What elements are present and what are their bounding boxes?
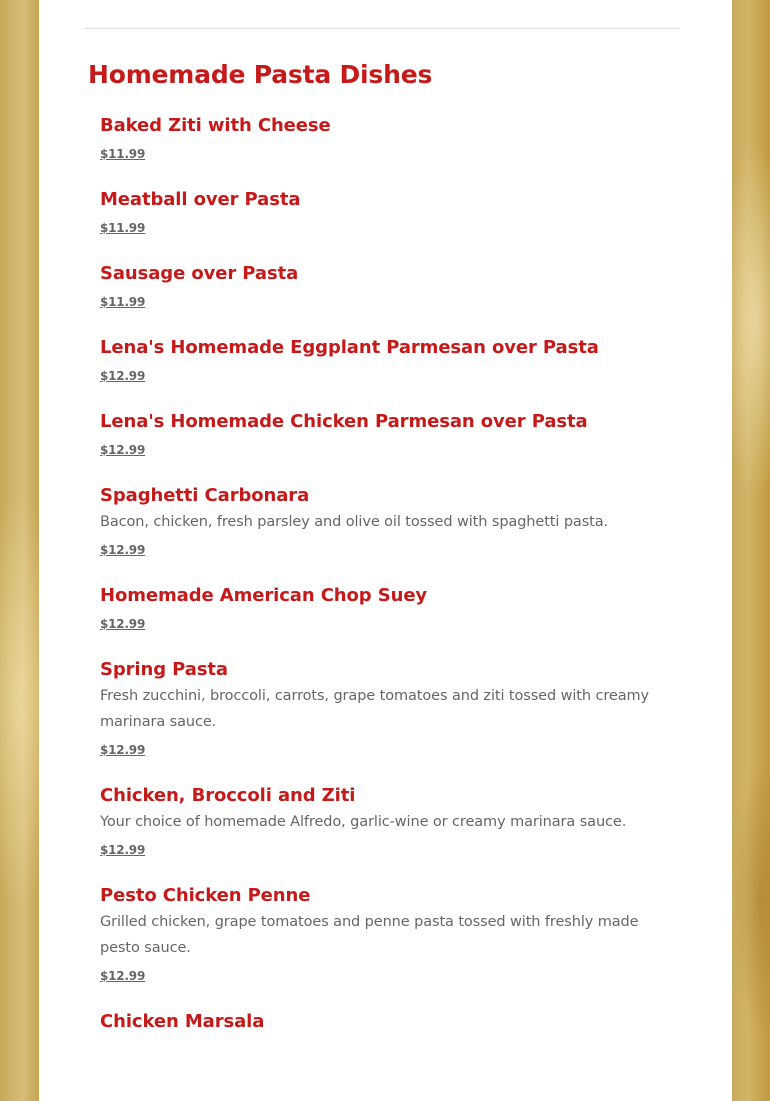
menu-item-name: Spring Pasta <box>100 659 228 680</box>
menu-item-price-link[interactable]: $12.99 <box>100 617 146 631</box>
menu-item-name: Chicken, Broccoli and Ziti <box>100 785 356 806</box>
menu-item-price-link[interactable]: $12.99 <box>100 443 146 457</box>
menu-item-price-link[interactable]: $12.99 <box>100 743 146 757</box>
menu-item-price-link[interactable]: $12.99 <box>100 843 146 857</box>
menu-item-description: Bacon, chicken, fresh parsley and olive oil tossed with spaghetti pasta. <box>100 514 609 530</box>
section-title: Homemade Pasta Dishes <box>88 60 433 89</box>
menu-item-name: Lena's Homemade Chicken Parmesan over Pasta <box>100 411 588 432</box>
menu-item-name: Lena's Homemade Eggplant Parmesan over Pasta <box>100 337 599 358</box>
menu-item-name: Chicken Marsala <box>100 1011 265 1032</box>
menu-item-name: Pesto Chicken Penne <box>100 885 311 906</box>
menu-item-name: Spaghetti Carbonara <box>100 485 310 506</box>
menu-item <box>100 335 680 386</box>
menu-item <box>100 583 680 634</box>
menu-item-name: Meatball over Pasta <box>100 189 301 210</box>
menu-item-name: Baked Ziti with Cheese <box>100 115 331 136</box>
menu-item-price-link[interactable]: $11.99 <box>100 295 146 309</box>
menu-item-price-link[interactable]: $11.99 <box>100 147 146 161</box>
menu-item <box>100 883 680 986</box>
menu-item <box>100 783 680 860</box>
menu-item <box>100 1009 680 1035</box>
menu-item <box>100 187 680 238</box>
menu-item-list <box>100 113 680 1058</box>
menu-item-price-link[interactable]: $12.99 <box>100 369 146 383</box>
menu-item <box>100 409 680 460</box>
menu-item-name: Sausage over Pasta <box>100 263 299 284</box>
menu-item-description: Grilled chicken, grape tomatoes and penne pasta tossed with freshly made pesto sauce. <box>100 914 639 956</box>
menu-item-description: Your choice of homemade Alfredo, garlic-wine or creamy marinara sauce. <box>100 814 627 830</box>
section-divider <box>84 28 680 29</box>
menu-item <box>100 261 680 312</box>
menu-item-price-link[interactable]: $11.99 <box>100 221 146 235</box>
menu-item-price-link[interactable]: $12.99 <box>100 969 146 983</box>
menu-item <box>100 657 680 760</box>
menu-item-description: Fresh zucchini, broccoli, carrots, grape tomatoes and ziti tossed with creamy marinara sauce. <box>100 688 649 730</box>
menu-panel <box>39 0 732 1101</box>
menu-item-price-link[interactable]: $12.99 <box>100 543 146 557</box>
menu-item <box>100 113 680 164</box>
menu-item <box>100 483 680 560</box>
menu-item-name: Homemade American Chop Suey <box>100 585 428 606</box>
